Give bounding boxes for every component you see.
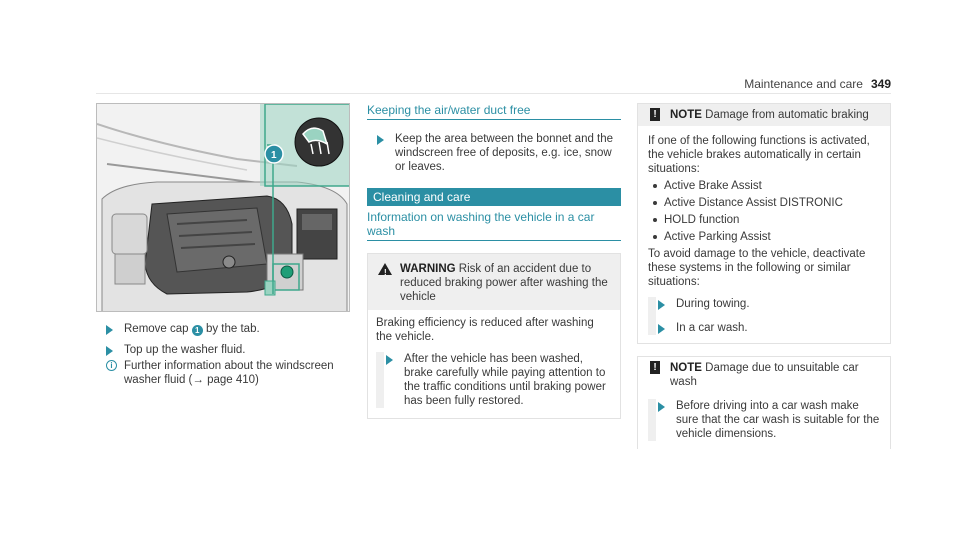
step-arrow-icon [658, 324, 665, 334]
note-header [638, 104, 890, 126]
heading-air-water-duct: Keeping the air/water duct free [367, 103, 621, 120]
note-steps-block [648, 297, 882, 335]
note-label: NOTE [670, 109, 702, 121]
callout-badge: 1 [192, 325, 203, 336]
right-column [637, 103, 891, 449]
step-brake-carefully [376, 352, 612, 408]
note-body [638, 393, 890, 449]
left-column [96, 322, 350, 387]
step-text: Remove cap [124, 323, 189, 335]
step-arrow-icon [377, 135, 384, 145]
heading-car-wash: Information on washing the vehicle in a car wash [367, 210, 621, 241]
step-text: by the tab. [205, 323, 260, 335]
page-header [744, 77, 891, 91]
note-automatic-braking [637, 103, 891, 344]
section-title: Maintenance and care [744, 77, 863, 91]
step-check-dimensions [648, 399, 882, 441]
step-text: Before driving into a car wash make sure that the car wash is suitable for the vehicle dimensions. [676, 400, 880, 440]
warning-body [368, 310, 620, 418]
step-remove-cap [96, 322, 350, 336]
list-item: Active Brake Assist [648, 179, 882, 193]
section-bar-cleaning: Cleaning and care [367, 188, 621, 206]
warning-header [368, 254, 620, 310]
step-text: Keep the area between the bonnet and the windscreen free of deposits, e.g. ice, snow or leaves. [395, 133, 614, 173]
warning-text: Braking efficiency is reduced after washing the vehicle. [376, 317, 594, 343]
note-unsuitable-car-wash [637, 356, 891, 449]
note-steps-block [648, 399, 882, 441]
step-text: Top up the washer fluid. [124, 344, 246, 356]
warning-label: WARNING [400, 263, 456, 275]
step-car-wash [648, 321, 882, 335]
figure-callout-number: 1 [271, 150, 277, 161]
note-label: NOTE [670, 362, 702, 374]
step-arrow-icon [386, 355, 393, 365]
note-avoid-text: To avoid damage to the vehicle, deactivate these systems in the following or similar situations: [648, 248, 866, 288]
info-icon: i [106, 360, 117, 371]
step-arrow-icon [106, 346, 113, 356]
step-text: After the vehicle has been washed, brake carefully while paying attention to the traffic conditions until braking power has been fully restored. [404, 353, 606, 407]
step-text: During towing. [676, 298, 750, 310]
warning-triangle-icon: ! [378, 263, 392, 275]
engine-bay-illustration [96, 103, 350, 312]
note-exclamation-icon: ! [650, 361, 660, 374]
step-arrow-icon [658, 300, 665, 310]
list-item: HOLD function [648, 213, 882, 227]
list-item: Active Parking Assist [648, 230, 882, 244]
engine-bay-drawing [97, 104, 350, 312]
info-washer-fluid [106, 359, 350, 387]
header-divider [96, 93, 891, 94]
note-body [638, 126, 890, 343]
step-during-towing [648, 297, 882, 311]
step-top-up [96, 343, 350, 357]
step-arrow-icon [106, 325, 113, 335]
note-title: Damage from automatic braking [705, 109, 869, 121]
note-title: Damage due to unsuitable car wash [670, 362, 859, 388]
middle-column [367, 103, 621, 419]
step-keep-area-free [367, 132, 621, 174]
warning-step-block [376, 352, 612, 408]
note-intro: If one of the following functions is activated, the vehicle brakes automatically in certain situations: [648, 135, 870, 175]
step-text: In a car wash. [676, 322, 748, 334]
warning-box [367, 253, 621, 419]
info-text[interactable]: Further information about the windscreen washer fluid (→ page 410) [124, 360, 334, 386]
note-exclamation-icon: ! [650, 108, 660, 121]
function-list [648, 179, 882, 244]
list-item: Active Distance Assist DISTRONIC [648, 196, 882, 210]
note-header [638, 356, 890, 393]
page-number: 349 [870, 77, 891, 91]
step-arrow-icon [658, 402, 665, 412]
warning-title: Risk of an accident due to reduced braking power after washing the vehicle [400, 263, 608, 303]
